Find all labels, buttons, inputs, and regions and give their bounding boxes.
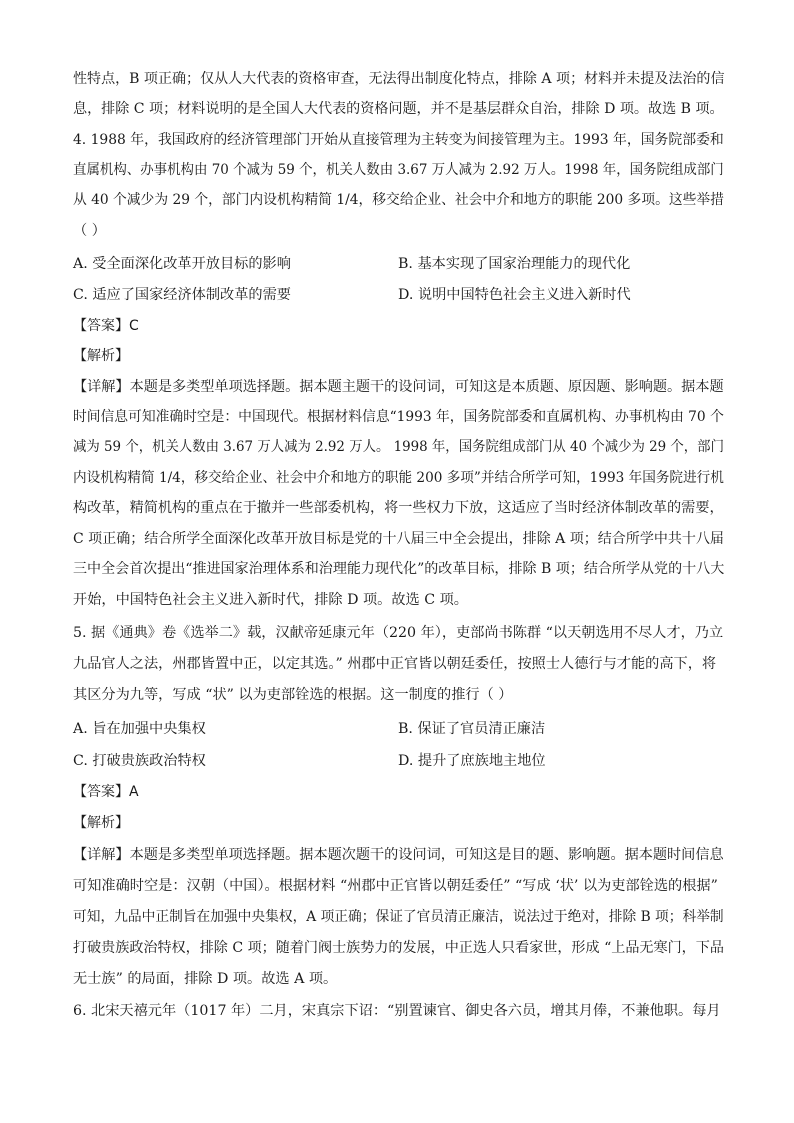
question-5-detail-line: 可知准确时空是：汉朝（中国）。根据材料 “州郡中正官皆以朝廷委任” “写成 ‘状’ 以为吏部铨选的根据” xyxy=(73,878,718,894)
question-4-option-c: C. 适应了国家经济体制改革的需要 xyxy=(73,287,291,303)
question-5-option-a: A. 旨在加强中央集权 xyxy=(73,721,206,737)
question-4-option-d: D. 说明中国特色社会主义进入新时代 xyxy=(398,287,631,303)
question-4-detail-line: 三中全会首次提出“推进国家治理体系和治理能力现代化”的改革目标，排除 B 项；结合所学从党的十八大 xyxy=(73,561,725,577)
question-5-detail-line: 可知，九品中正制旨在加强中央集权，A 项正确；保证了官员清正廉洁，说法过于绝对，排除 B 项；科举制 xyxy=(73,909,724,925)
question-4-blank: （ ） xyxy=(73,223,106,239)
question-5-answer: 【答案】A xyxy=(73,784,139,800)
question-5-stem-line: 其区分为九等，写成 “状” 以为吏部铨选的根据。这一制度的推行（ ） xyxy=(73,687,513,703)
question-5-detail-line: 无士族” 的局面，排除 D 项。故选 A 项。 xyxy=(73,971,338,987)
question-5-analysis-title: 【解析】 xyxy=(73,815,129,831)
question-4-option-b: B. 基本实现了国家治理能力的现代化 xyxy=(398,256,631,272)
question-5-stem-line: 九品官人之法，州郡皆置中正，以定其选。” 州郡中正官皆以朝廷委任，按照士人德行与才能的高下，将 xyxy=(73,656,717,672)
question-5-detail-line: 打破贵族政治特权，排除 C 项；随着门阀士族势力的发展，中正选人只看家世，形成 “上品无寒门，下品 xyxy=(73,940,724,956)
question-4-analysis-title: 【解析】 xyxy=(73,348,129,364)
question-5-stem-line: 5. 据《通典》卷《选举二》载，汉献帝延康元年（220 年），吏部尚书陈群 “以天朝选用不尽人才，乃立 xyxy=(73,625,724,641)
question-4-answer: 【答案】C xyxy=(73,318,139,334)
question-4-detail-line: 内设机构精简 1/4，移交给企业、社会中介和地方的职能 200 多项”并结合所学可知，1993 年国务院进行机 xyxy=(73,470,724,486)
question-4-detail-line: 【详解】本题是多类型单项选择题。据本题主题干的设问词，可知这是本质题、原因题、影响题。据本题 xyxy=(73,379,724,395)
question-4-detail-line: 减为 59 个，机关人数由 3.67 万人减为 2.92 万人。 1998 年，国务院组成部门从 40 个减少为 29 个，部门 xyxy=(73,439,724,455)
question-5-option-b: B. 保证了官员清正廉洁 xyxy=(398,721,546,737)
question-4-stem-line: 直属机构、办事机构由 70 个减为 59 个，机关人数由 3.67 万人减为 2.92 万人。1998 年，国务院组成部门 xyxy=(73,162,724,178)
text-line: 息，排除 C 项；材料说明的是全国人大代表的资格问题，并不是基层群众自治，排除 D 项。故选 B 项。 xyxy=(73,101,724,117)
question-4-detail-line: 开始，中国特色社会主义进入新时代，排除 D 项。故选 C 项。 xyxy=(73,592,468,608)
question-4-stem-line: 从 40 个减少为 29 个，部门内设机构精简 1/4，移交给企业、社会中介和地方的职能 200 多项。这些举措 xyxy=(73,192,724,208)
question-5-detail-line: 【详解】本题是多类型单项选择题。据本题次题干的设问词，可知这是目的题、影响题。据本题时间信息 xyxy=(73,847,724,863)
text-line: 性特点，B 项正确；仅从人大代表的资格审查，无法得出制度化特点，排除 A 项；材料并未提及法治的信 xyxy=(73,71,725,87)
question-6-stem-line: 6. 北宋天禧元年（1017 年）二月，宋真宗下诏：“别置谏官、御史各六员，增其月俸，不兼他职。每月 xyxy=(73,1003,721,1019)
question-4-detail-line: C 项正确；结合所学全面深化改革开放目标是党的十八届三中全会提出，排除 A 项；结合所学中共十八届 xyxy=(73,531,724,547)
question-4-detail-line: 时间信息可知准确时空是：中国现代。根据材料信息“1993 年，国务院部委和直属机构、办事机构由 70 个 xyxy=(73,409,724,425)
question-4-detail-line: 构改革，精简机构的重点在于撤并一些部委机构，将一些权力下放，这适应了当时经济体制改革的需要， xyxy=(73,500,724,516)
question-5-option-c: C. 打破贵族政治特权 xyxy=(73,753,206,769)
question-5-option-d: D. 提升了庶族地主地位 xyxy=(398,753,546,769)
question-4-option-a: A. 受全面深化改革开放目标的影响 xyxy=(73,256,291,272)
question-4-stem-line: 4. 1988 年，我国政府的经济管理部门开始从直接管理为主转变为间接管理为主。1993 年，国务院部委和 xyxy=(73,132,724,148)
